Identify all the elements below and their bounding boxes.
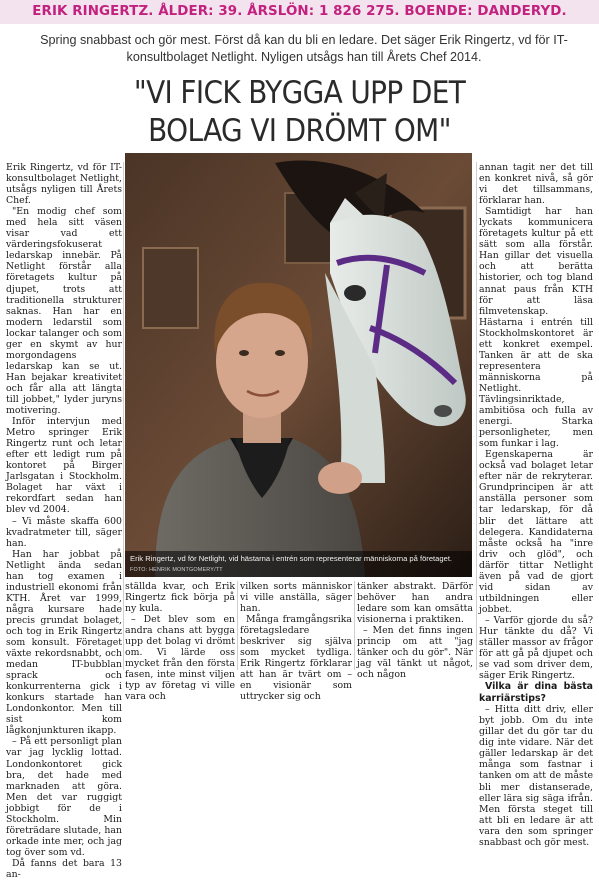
paragraph: – Men det finns ingen princip om att "jag tänker och du gör". När jag väl tänkt ut något, och någon — [357, 625, 473, 681]
paragraph: – Vi måste skaffa 600 kvadratmeter till, säger han. — [6, 515, 122, 549]
paragraph: Inför intervjun med Metro springer Erik Ringertz runt och letar efter ett ledigt rum på kontoret på Birger Jarlsgatan i Stockholm. Bolaget har växt i rekordfart sedan han blev vd 2004. — [6, 416, 122, 516]
article-photo — [125, 153, 472, 577]
fact-banner: ERIK RINGERTZ. ÅLDER: 39. ÅRSLÖN: 1 826 275. BOENDE: DANDERYD. — [0, 0, 599, 24]
paragraph: annan tagit ner det till en konkret nivå, så gör vi det tillsammans, förklarar han. — [479, 162, 593, 207]
paragraph: Många framgångsrika företagsledare beskriver sig själva som mycket tydliga. Erik Ringertz förklarar att han är tvärt om – en visionär som uttrycker sig och — [240, 614, 352, 703]
column-rule — [476, 162, 477, 670]
paragraph: Egenskaperna är också vad bolaget letar efter när de rekryterar. Grundprincipen är att anställa personer som tar ledarskap, för då blir det lättare att delegera. Kandidaterna måste också ha "inre driv och glöd", och därför tittar Netlight även på vad de gjort vid sidan av utbildningen eller jobbet. — [479, 449, 593, 615]
paragraph: tänker abstrakt. Därför behöver han andra ledare som kan omsätta visionerna i praktiken. — [357, 581, 473, 626]
lede-paragraph: Spring snabbast och gör mest. Först då kan du bli en ledare. Det säger Erik Ringertz, vd för IT-konsultbolaget Netlight. Nyligen utsågs han till Årets Chef 2014. — [40, 33, 568, 64]
photo-caption-bar — [125, 551, 472, 577]
body-column-2 — [125, 581, 235, 703]
body-column-5 — [479, 162, 593, 848]
column-rule — [237, 581, 238, 670]
headline — [0, 74, 599, 150]
paragraph: – Varför gjorde du så? Hur tänkte du då? Vi ställer massor av frågor för att gå på djupet och se vad som driver dem, säger Erik Ringertz. — [479, 614, 593, 682]
body-column-4 — [357, 581, 473, 681]
paragraph: vilken sorts människor vi ville anställa, säger han. — [240, 581, 352, 615]
headline-line-2: BOLAG VI DRÖMT OM" — [148, 113, 451, 149]
paragraph: Samtidigt har han lyckats kommunicera företagets kultur på ett sätt som alla förstår. Han gillar det visuella och att berätta historier, och tog bland annat paus från KTH för att läsa filmvetenskap. Hästarna i entrén till Stockholmskontoret är ett konkret exempel. Tanken är att de ska representera människorna på Netlight. Tävlingsinriktade, ambitiösa och fulla av energi. Starka personligheter, men som funkar i lag. — [479, 206, 593, 450]
column-rule — [123, 162, 124, 670]
paragraph: – Det blev som en andra chans att bygga upp det bolag vi drömt om. Vi lärde oss mycket från den första fasen, inte minst viljen typ av företag vi ville vara och — [125, 614, 235, 703]
paragraph: "En modig chef som med hela sitt väsen visar vad ett värderingsfokuserat ledarskap innebär. På Netlight förstår alla företagets kultur på djupet, trots att traditionella strukturer saknas. Han har en modern ledarstil som lockar talanger och som ger en skymt av hur morgondagens ledarskap kan se ut. Han bejakar kreativitet och får alla att längta till jobbet," lyder juryns motivering. — [6, 206, 122, 417]
paragraph: ställda kvar, och Erik Ringertz fick börja på ny kula. — [125, 581, 235, 615]
paragraph: Då fanns det bara 13 an- — [6, 857, 122, 880]
paragraph: – Hitta ditt driv, eller byt jobb. Om du inte gillar det du gör tar du dig inte vidare. När det gäller ledarskap är det många som fastnar i tanken om att de måste bli mer distanserade, eller lära sig säga ifrån. Men första steget till att bli en ledare är att vara den som springer snabbast och gör mest. — [479, 704, 593, 848]
paragraph: – På ett personligt plan var jag lycklig lottad. Londonkontoret gick bra, det hade med marknaden att göra. Men det var ruggigt jobbigt för de i Stockholm. Min företrädare slutade, han orkade inte mer, och jag tog över som vd. — [6, 736, 122, 858]
photo-credit: FOTO: HENRIK MONTGOMERY/TT — [130, 567, 223, 573]
paragraph: Han har jobbat på Netlight ända sedan han tog examen i industriell ekonomi från KTH. Året var 1999, några kursare hade precis grundat bolaget, och tog in Erik Ringertz som konsult. Företaget växte rekordsnabbt, och medan IT-bubblan sprack och konkurrenterna gick i konkurs startade han Londonkontor. Men till sist kom lågkonjunkturen ikapp. — [6, 548, 122, 737]
headline-line-1: "VI FICK BYGGA UPP DET — [133, 75, 466, 111]
photo-caption: Erik Ringertz, vd för Netlight, vid hästarna i entrén som representerar människorna på företaget. — [130, 554, 453, 563]
body-column-1 — [6, 162, 122, 880]
column-rule — [354, 581, 355, 670]
subheading-question: Vilka är dina bästa karriärstips? — [479, 681, 593, 704]
paragraph: Erik Ringertz, vd för IT-konsultbolaget Netlight, utsågs nyligen till Årets Chef. — [6, 162, 122, 207]
photo-illustration — [125, 153, 472, 577]
body-column-3 — [240, 581, 352, 703]
